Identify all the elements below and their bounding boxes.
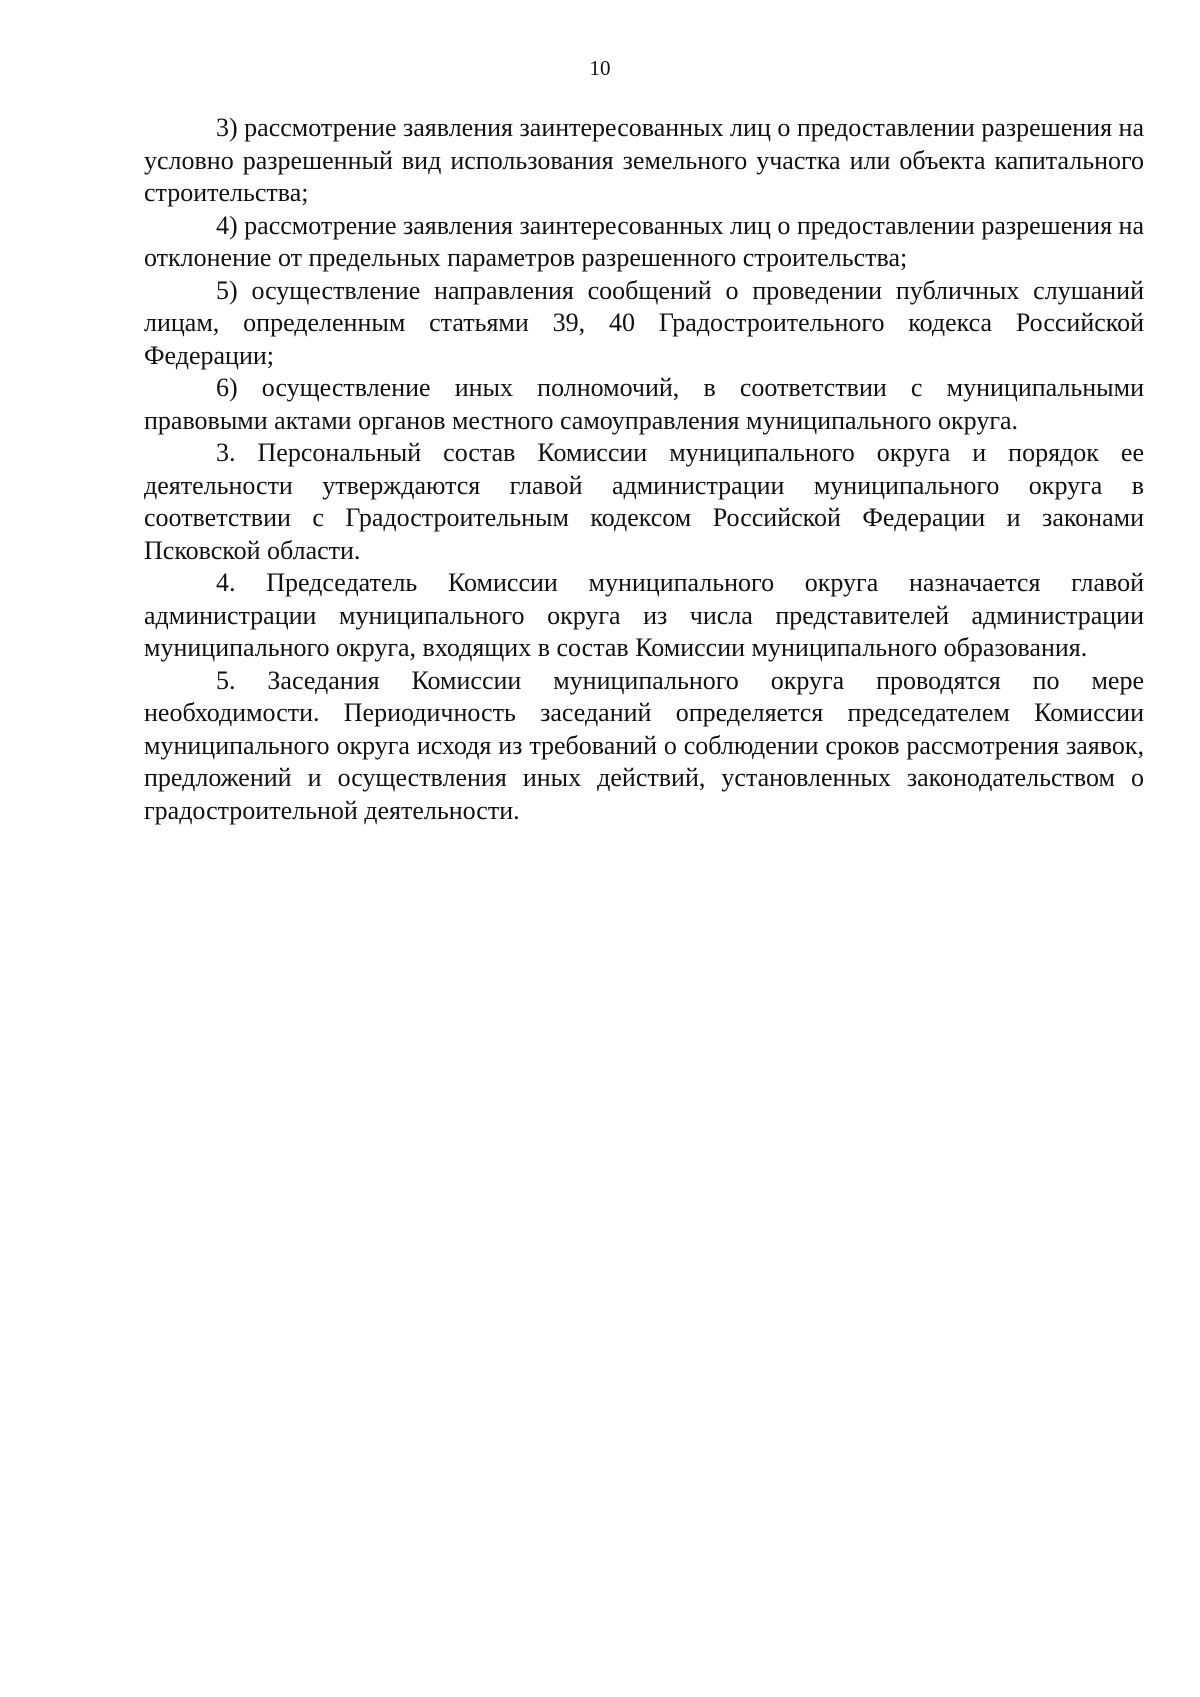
paragraph-clause-5: 5. Заседания Комиссии муниципального округа проводятся по мере необходимости. Периодичность заседаний определяется председателем Комиссии муниципального округа исходя из требований о соблюдении сроков рассмотрения заявок, предложений и осуществления иных действий, установленных законодательством о градостроительной деятельности. <box>144 665 1144 825</box>
paragraph-item-5: 5) осуществление направления сообщений о проведении публичных слушаний лицам, определенным статьями 39, 40 Градостроительного кодекса Российской Федерации; <box>144 275 1144 370</box>
document-body <box>144 112 1144 827</box>
paragraph-clause-4: 4. Председатель Комиссии муниципального округа назначается главой администрации муниципального округа из числа представителей администрации муниципального округа, входящих в состав Комиссии муниципального образования. <box>144 568 1144 662</box>
paragraph-item-6: 6) осуществление иных полномочий, в соответствии с муниципальными правовыми актами органов местного самоуправления муниципального округа. <box>144 373 1144 435</box>
paragraph-item-3: 3) рассмотрение заявления заинтересованных лиц о предоставлении разрешения на условно разрешенный вид использования земельного участка или объекта капитального строительства; <box>144 113 1144 207</box>
page-number: 10 <box>589 56 611 80</box>
paragraph-clause-3: 3. Персональный состав Комиссии муниципального округа и порядок ее деятельности утверждаются главой администрации муниципального округа в соответствии с Градостроительным кодексом Российской Федерации и законами Псковской области. <box>144 438 1144 565</box>
paragraph-item-4: 4) рассмотрение заявления заинтересованных лиц о предоставлении разрешения на отклонение от предельных параметров разрешенного строительства; <box>144 210 1144 272</box>
